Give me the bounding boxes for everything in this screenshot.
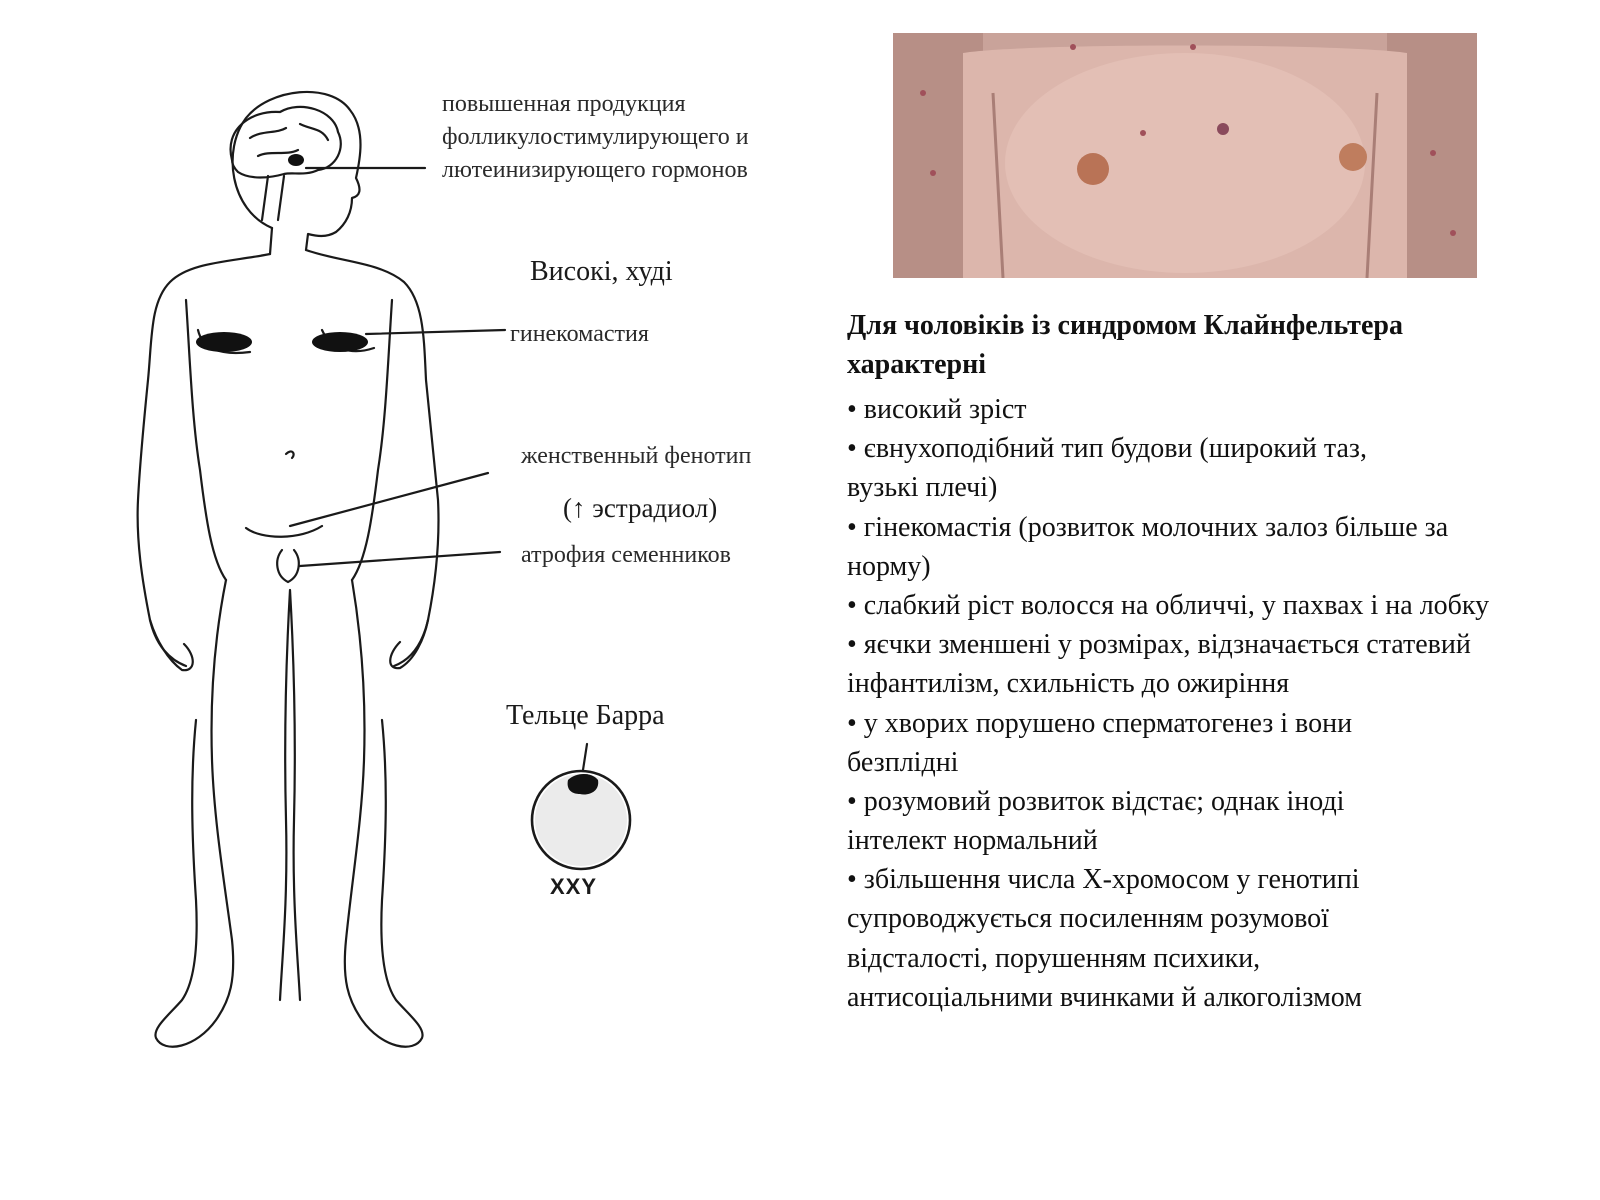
symptom-item: • збільшення числа Х-хромосом у генотипі супроводжується посиленням розумової відсталості, порушенням психики, антисоціальними вчинками й алкоголізмом	[847, 864, 1362, 1013]
patient-chest-photo	[893, 33, 1477, 278]
symptom-list	[847, 390, 1537, 1017]
symptom-item: • гінекомастія (розвиток молочних залоз більше за норму)	[847, 511, 1449, 582]
symptom-item: • яєчки зменшені у розмірах, відзначається статевий інфантилізм, схильність до ожиріння	[847, 629, 1471, 700]
gynecomastia-callout: гинекомастия	[510, 321, 649, 347]
neck-left	[270, 228, 272, 254]
symptom-item: • високий зріст	[847, 394, 1027, 425]
torso-left	[138, 254, 270, 666]
symptom-item: • у хворих порушено сперматогенез і вони безплідні	[847, 707, 1353, 778]
tall-thin-label: Високі, худі	[530, 256, 673, 287]
barr-body-label: Тельце Барра	[506, 700, 665, 731]
syndrome-heading: Для чоловіків із синдромом Клайнфельтера характерні	[847, 310, 1403, 381]
feminine-phenotype-callout: женственный фенотип	[521, 443, 752, 469]
symptom-item: • євнухоподібний тип будови (широкий таз, вузькі плечі)	[847, 433, 1367, 504]
leg-right	[345, 580, 423, 1047]
leg-left	[155, 580, 233, 1047]
head-outline	[233, 92, 361, 250]
hormones-callout: повышенная продукция фолликулостимулирующего и лютеинизирующего гормонов	[442, 91, 749, 183]
estradiol-label: (↑ эстрадиол)	[563, 493, 718, 523]
testicular-atrophy-callout: атрофия семенников	[521, 542, 731, 568]
karyotype-label: XXY	[550, 874, 598, 899]
torso-right	[306, 250, 439, 666]
symptom-item: • розумовий розвиток відстає; однак іноді інтелект нормальний	[847, 785, 1345, 857]
symptom-item: • слабкий ріст волосся на обличчі, у пахвах і на лобку	[847, 589, 1490, 621]
